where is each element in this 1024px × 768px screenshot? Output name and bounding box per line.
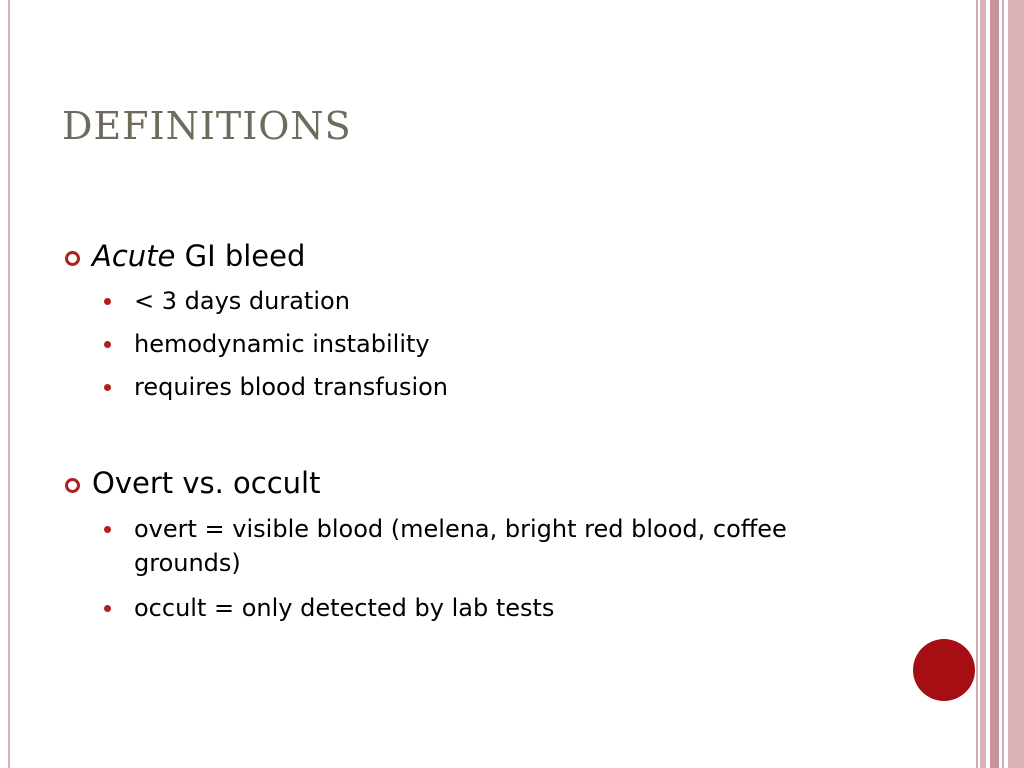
sub-bullet-text: < 3 days duration [134, 287, 350, 315]
right-stripe [1002, 0, 1004, 768]
sub-bullet-text: requires blood transfusion [134, 373, 449, 401]
dot-bullet-icon [104, 605, 111, 612]
hollow-circle-bullet-icon [65, 478, 80, 493]
hollow-circle-bullet-icon [65, 251, 80, 266]
dot-bullet-icon [104, 526, 111, 533]
right-stripe [1008, 0, 1024, 768]
slide-title: DEFINITIONS [62, 104, 352, 148]
dot-bullet-icon [104, 341, 111, 348]
dot-bullet-icon [104, 298, 111, 305]
bullet-text [92, 466, 321, 500]
decorative-red-circle [913, 639, 975, 701]
right-stripe [980, 0, 986, 768]
right-stripe [976, 0, 978, 768]
sub-bullet-text: occult = only detected by lab tests [134, 594, 555, 622]
sub-bullet-text: overt = visible blood (melena, bright red blood, coffee grounds) [134, 515, 787, 577]
bullet-text [92, 239, 305, 273]
right-stripe [990, 0, 999, 768]
dot-bullet-icon [104, 384, 111, 391]
left-border-line [8, 0, 10, 768]
bullet-label: Overt vs. occult [92, 466, 321, 500]
bullet-emphasis: Acute [92, 239, 176, 273]
bullet-label: GI bleed [175, 239, 306, 273]
sub-bullet-text: hemodynamic instability [134, 330, 430, 358]
